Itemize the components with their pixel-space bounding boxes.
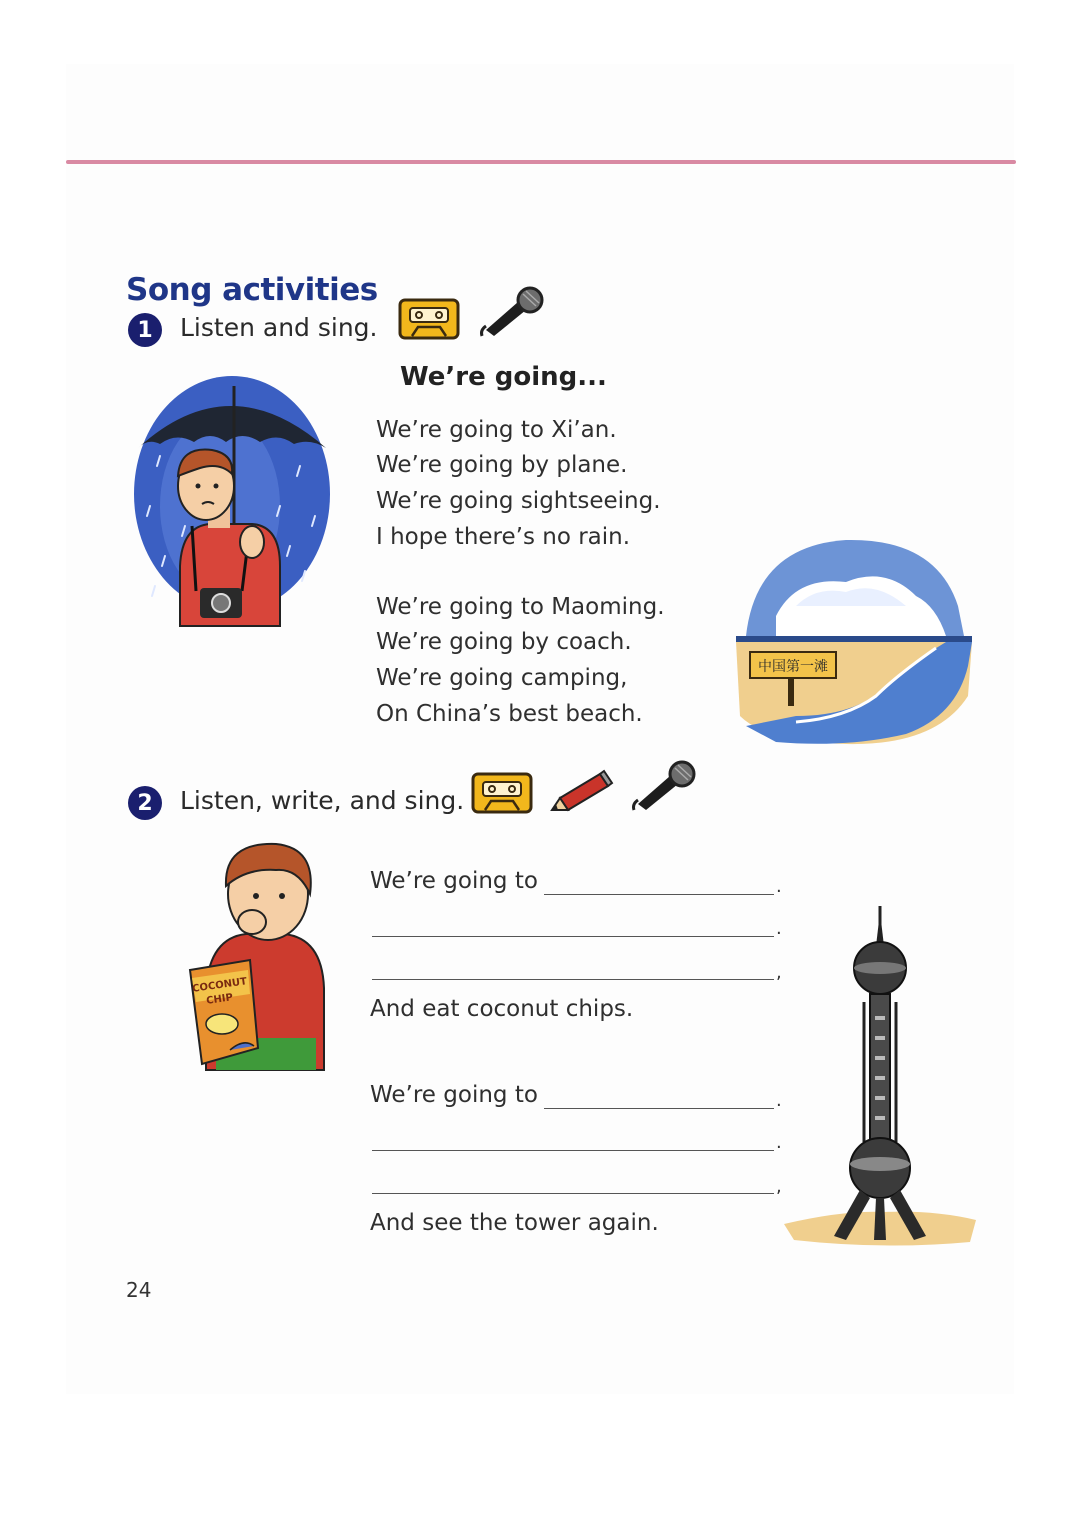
fill-line-1 (370, 1082, 538, 1108)
fill-line-1 (370, 868, 538, 894)
blank-answer[interactable] (544, 894, 774, 895)
blank-period: . (776, 918, 782, 939)
activity-1-number: 1 (128, 313, 162, 347)
page-number: 24 (126, 1278, 152, 1302)
blank-comma: , (776, 962, 782, 983)
blank-comma: , (776, 1176, 782, 1197)
microphone-icon (630, 760, 700, 814)
cassette-icon (398, 298, 460, 340)
stanza-prefix: We’re going to (370, 868, 538, 894)
blank-answer[interactable] (372, 936, 774, 937)
blank-period: . (776, 1090, 782, 1111)
song-title: We’re going... (400, 362, 607, 392)
blank-period: . (776, 876, 782, 897)
song-line: On China’s best beach. (376, 701, 643, 727)
song-line: I hope there’s no rain. (376, 524, 631, 550)
song-line: We’re going by plane. (376, 452, 628, 478)
microphone-icon (478, 286, 548, 340)
activity-1-instruction: Listen and sing. (180, 313, 378, 342)
pencil-icon (550, 768, 614, 812)
blank-answer[interactable] (372, 1150, 774, 1151)
blank-period: . (776, 1132, 782, 1153)
chips-bag-text: CHIP (205, 992, 234, 1007)
cassette-icon (471, 772, 533, 814)
top-rule (66, 160, 1016, 164)
beach-illustration (736, 536, 972, 748)
chips-bag-text: COCONUT (191, 976, 248, 995)
stanza-ending: And eat coconut chips. (370, 996, 634, 1022)
blank-answer[interactable] (544, 1108, 774, 1109)
stanza-prefix: We’re going to (370, 1082, 538, 1108)
tv-tower-illustration (784, 906, 980, 1250)
song-line: We’re going by coach. (376, 629, 632, 655)
blank-answer[interactable] (372, 979, 774, 980)
section-title: Song activities (126, 272, 378, 308)
song-line: We’re going camping, (376, 665, 628, 691)
activity-2-number: 2 (128, 786, 162, 820)
beach-sign-text: 中国第一滩 (758, 659, 828, 675)
song-line: We’re going to Maoming. (376, 594, 665, 620)
stanza-ending: And see the tower again. (370, 1210, 659, 1236)
activity-2-instruction: Listen, write, and sing. (180, 786, 465, 815)
boy-with-chips-illustration (186, 838, 328, 1072)
blank-answer[interactable] (372, 1193, 774, 1194)
boy-in-rain-illustration (130, 376, 340, 632)
song-line: We’re going to Xi’an. (376, 417, 617, 443)
song-line: We’re going sightseeing. (376, 488, 661, 514)
